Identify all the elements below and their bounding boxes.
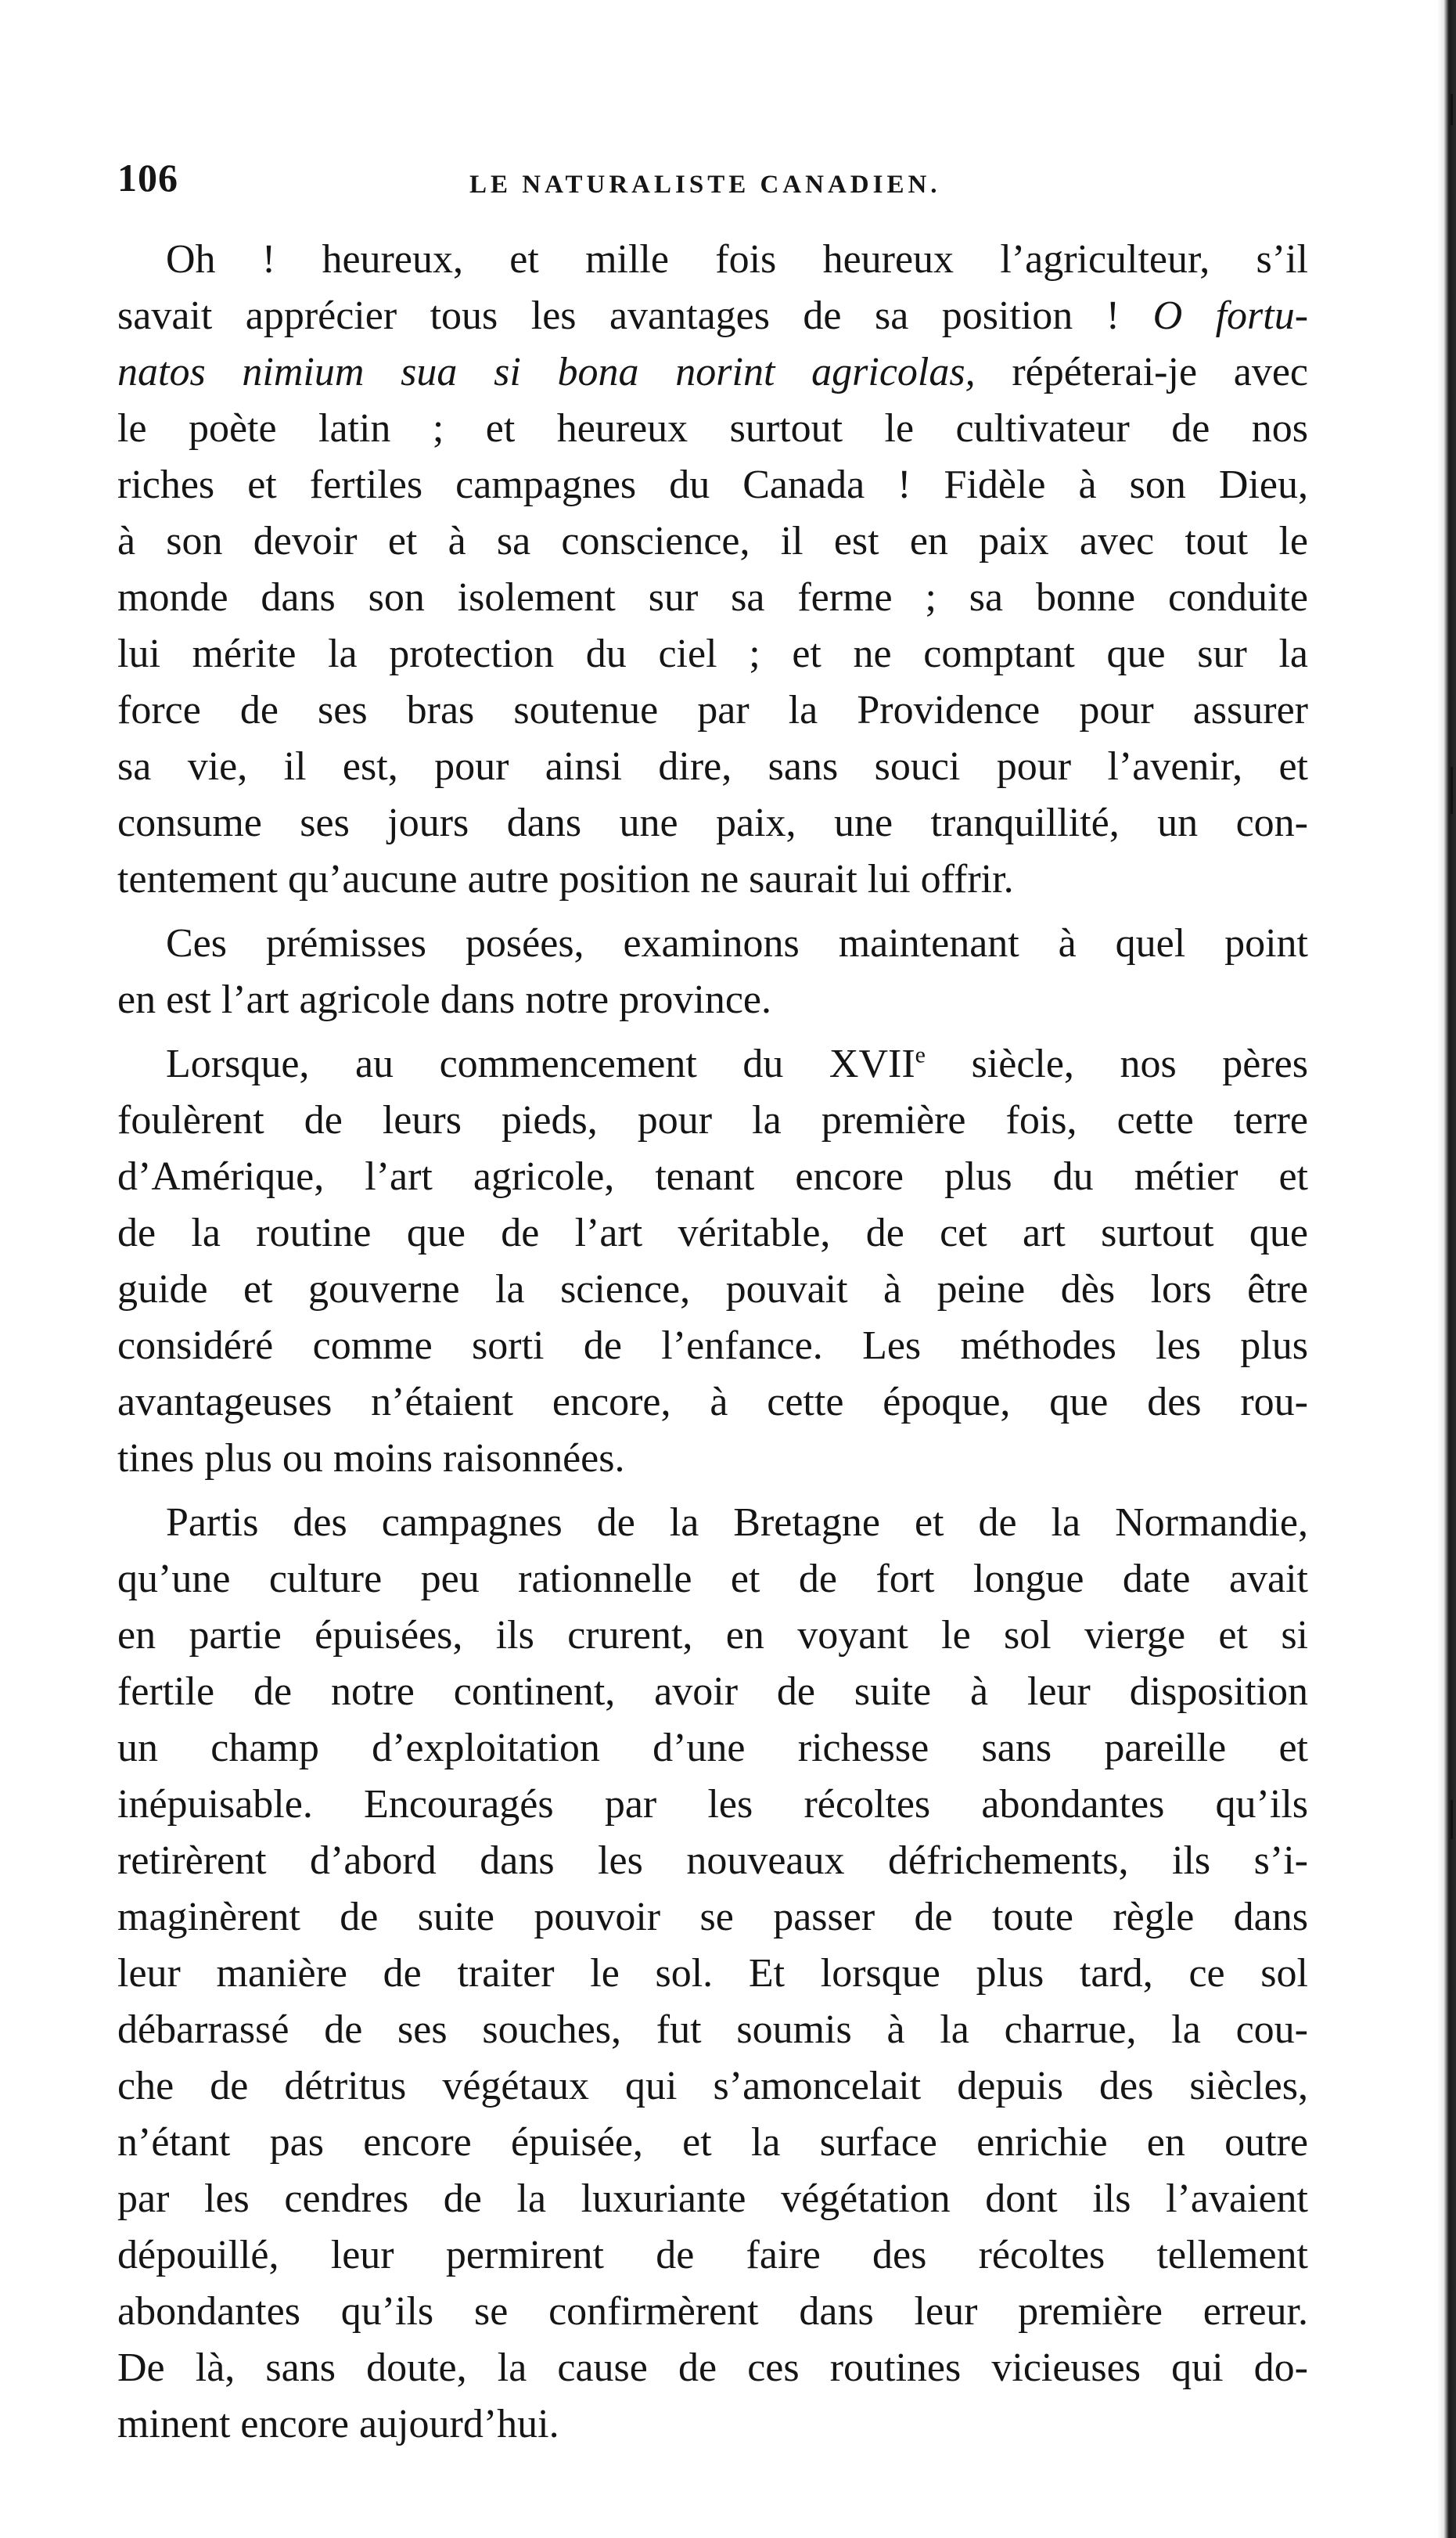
text-line: De là, sans doute, la cause de ces routines vicieuses qui do- [117, 2345, 1308, 2390]
text-line: abondantes qu’ils se confirmèrent dans leur première erreur. [117, 2289, 1308, 2334]
text-line: par les cendres de la luxuriante végétation dont ils l’avaient [117, 2176, 1308, 2221]
text-line: maginèrent de suite pouvoir se passer de toute règle dans [117, 1895, 1308, 1939]
paragraph-2 [117, 916, 1308, 1028]
text-line: avantageuses n’étaient encore, à cette époque, que des rou- [117, 1380, 1308, 1424]
page-edge-shadow [1437, 0, 1456, 2538]
text-line: de la routine que de l’art véritable, de cet art surtout que [117, 1211, 1308, 1255]
text-line: le poète latin ; et heureux surtout le cultivateur de nos [117, 406, 1308, 451]
paragraph-4 [117, 1495, 1308, 2453]
text-line: dépouillé, leur permirent de faire des récoltes tellement [117, 2233, 1308, 2277]
text-line: débarrassé de ses souches, fut soumis à la charrue, la cou- [117, 2007, 1308, 2052]
page-number: 106 [117, 156, 178, 200]
text-fragment: siècle, nos pères [971, 1042, 1308, 1086]
text-line: guide et gouverne la science, pouvait à peine dès lors être [117, 1267, 1308, 1312]
text-line: sa vie, il est, pour ainsi dire, sans souci pour l’avenir, et [117, 744, 1308, 789]
text-line: Ces prémisses posées, examinons maintenant à quel point [166, 921, 1308, 966]
text-line: considéré comme sorti de l’enfance. Les méthodes les plus [117, 1323, 1308, 1368]
text-line: d’Amérique, l’art agricole, tenant encore plus du métier et [117, 1154, 1308, 1199]
text-line: consume ses jours dans une paix, une tranquillité, un con- [117, 801, 1308, 845]
text-line: riches et fertiles campagnes du Canada ! Fidèle à son Dieu, [117, 463, 1308, 507]
running-title: LE NATURALISTE CANADIEN. [469, 171, 941, 199]
latin-quote-start: O fortu- [1152, 293, 1309, 338]
text-line: foulèrent de leurs pieds, pour la première fois, cette terre [117, 1098, 1308, 1143]
text-fragment: savait apprécier tous les avantages de sa position ! [117, 293, 1120, 338]
text-line: à son devoir et à sa conscience, il est en paix avec tout le [117, 519, 1308, 563]
edge-speck [1451, 1800, 1453, 1839]
body-text [117, 232, 1308, 2461]
text-line [117, 1036, 1308, 1093]
text-line: n’étant pas encore épuisée, et la surface enrichie en outre [117, 2120, 1308, 2165]
text-line: en partie épuisées, ils crurent, en voyant le sol vierge et si [117, 1613, 1308, 1658]
text-line: Oh ! heureux, et mille fois heureux l’agriculteur, s’il [166, 237, 1308, 282]
text-line: Partis des campagnes de la Bretagne et de la Normandie, [166, 1500, 1308, 1545]
text-line [117, 288, 1308, 344]
text-fragment: au commencement du [354, 1042, 784, 1086]
paragraph-3 [117, 1036, 1308, 1487]
text-line: fertile de notre continent, avoir de suite à leur disposition [117, 1669, 1308, 1714]
text-line: force de ses bras soutenue par la Providence pour assurer [117, 688, 1308, 733]
text-line: retirèrent d’abord dans les nouveaux défrichements, ils s’i- [117, 1838, 1308, 1883]
text-line: un champ d’exploitation d’une richesse sans pareille et [117, 1726, 1308, 1770]
edge-speck [1451, 767, 1453, 814]
text-fragment: répéterai-je avec [1012, 350, 1308, 394]
text-line: en est l’art agricole dans notre province. [117, 977, 771, 1022]
page-header [117, 155, 1308, 202]
text-line: inépuisable. Encouragés par les récoltes abondantes qu’ils [117, 1782, 1308, 1827]
text-line: leur manière de traiter le sol. Et lorsque plus tard, ce sol [117, 1951, 1308, 1996]
text-line: monde dans son isolement sur sa ferme ; sa bonne conduite [117, 575, 1308, 620]
text-line: qu’une culture peu rationnelle et de fort longue date avait [117, 1557, 1308, 1601]
latin-quote: natos nimium sua si bona norint agricolas, [117, 350, 976, 394]
text-line: tines plus ou moins raisonnées. [117, 1436, 625, 1481]
text-line: tentement qu’aucune autre position ne saurait lui offrir. [117, 857, 1014, 902]
paragraph-1 [117, 232, 1308, 908]
superscript: e [915, 1042, 926, 1068]
text-line: che de détritus végétaux qui s’amoncelait depuis des siècles, [117, 2064, 1308, 2108]
century-numeral: XVII [829, 1042, 915, 1086]
text-fragment: Lorsque, [166, 1042, 310, 1086]
text-line: minent encore aujourd’hui. [117, 2402, 559, 2446]
text-line: lui mérite la protection du ciel ; et ne comptant que sur la [117, 632, 1308, 676]
edge-speck [1451, 94, 1453, 125]
text-line [117, 344, 1308, 401]
